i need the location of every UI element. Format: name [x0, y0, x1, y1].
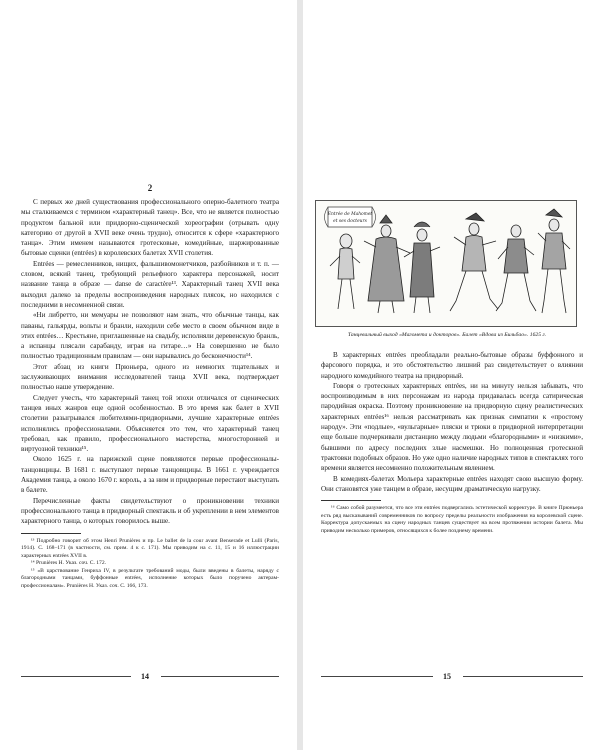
footer-rule — [161, 676, 279, 677]
paragraph: Около 1625 г. на парижской сцене появляются первые профессионалы-танцовщицы. В 1681 г. выступают первые танцовщицы. В 1661 г. учреждается Академия танца, а около 1670 г. король, а за ним и придворные перестают выступать в балете. — [21, 455, 279, 495]
paragraph: Перечисленные факты свидетельствуют о проникновении техники профессионального танца в придворный спектакль и об укреплении в нем элементов характерного танца, о которых говорилось выше. — [21, 496, 279, 526]
page-number: 15 — [443, 672, 451, 681]
dancer-figure — [450, 213, 498, 311]
paragraph: Этот абзац из книги Прюньера, одного из немногих тщательных и заслуживающих внимания исследователей танца XVII века, подтверждает полностью наше утверждение. — [21, 362, 279, 392]
paragraph: Говоря о гротескных характерных entrées, ни на минуту нельзя забывать, что воспроизводимым в них персонажам из народа придавалась всегда сатирическая пародийная окраска. Поэтому проникновение на придворную сцену реалистических характерных entrées¹⁶ нельзя рассматривать как признак симпатии к «простому народу». Эти «подлые», «вульгарные» пляски и трюки в придворной интерпретации еще больше подчеркивали дистанцию между людьми «благородными» и «низкими», бывшими по адресу последних злые насмешки. Но полноценная гротескной трактовки подобных образов. Но уже одно наличие народных типов в спектаклях того времени является несомненно положительным явлением. — [321, 381, 583, 473]
engraving-illustration — [315, 200, 577, 327]
right-footnotes — [321, 505, 583, 535]
dancer-figure — [330, 234, 360, 309]
paragraph: Следует учесть, что характерный танец той эпохи отличался от сценических танцев иных жанров еще одной особенностью. В это время как балет в XVII столетии разыгрывался любителями-придворными, лучшие характерные entrées исполнялись профессионалами. Объясняется это тем, что характерный танец требовал, как правило, профессионального мастерства, многосторонней и виртуозной техники¹⁵. — [21, 393, 279, 454]
dancer-figure — [496, 225, 536, 311]
footer-rule — [463, 676, 583, 677]
right-text-column — [321, 350, 583, 536]
footnote: ¹³ Подробно говорит об этом Henri Prunières и пр. Le ballet de la cour avant Benserade et Lulli (Paris, 1914). С. 168–171 (в частности, см. прим. 4 к с. 171). Мы приводим на с. 11, 15 и 16 иллюстрации характерных entrées XVII в. — [21, 537, 279, 559]
dancer-figure — [404, 222, 440, 313]
paragraph: С первых же дней существования профессионального оперно-балетного театра мы сталкиваемся с термином «характерный танец». Все, что не является полностью продуктом бальной или придворно-сценической хореографии (отрывать одну категорию от другой в XVII веке очень трудно), относится к сфере «характерного танца». Этим именем называются гротесковые, комедийные, шаржированные бытовые сценки (entrées) в королевских балетах XVII столетия. — [21, 198, 279, 258]
footnote-rule — [21, 533, 81, 534]
paragraph: Entrées — ремесленников, нищих, фальшивомонетчиков, разбойников и т. п. — словом, всякий танец, требующий рельефного характера персонажей, носит название танца в образе — danse de caractère¹³. Характерный танец XVII века выходил далеко за пределы воспроизведения народных плясок, но находился с последними в несомненной связи. — [21, 259, 279, 309]
paragraph: В характерных entrées преобладали реально-бытовые образы буффонного и фарсового порядка, и это обстоятельство лишний раз свидетельствует о влиянии народного комедийного театра на придворный. — [321, 351, 583, 380]
footnote: ¹⁶ Само собой разумеется, что все эти entrées подвергались эстетической корректуре. В книге Прюньера есть ряд высказываний современников по вопросу пределы реальности изображения на королевской сцене. Корректура допускаемых на сцену народных танцев существует на всем протяжении истории балета. Мы приводим несколько примеров, относящихся к более позднему времени. — [321, 505, 583, 534]
right-page-footer — [321, 672, 583, 682]
cartouche-text-line1: Entrée de Mahomet — [327, 212, 373, 217]
left-page — [0, 0, 297, 750]
section-number: 2 — [147, 183, 153, 193]
left-body-text — [21, 197, 279, 527]
footer-rule — [21, 676, 131, 677]
paragraph: «Ни либретто, ни мемуары не позволяют нам знать, что обычные танцы, как паваны, гальярды, вольты и бранли, находили себе место в своем обычном виде в этих entrées… Крестьяне, приглашенные на свадьбу, исполняли деревенскую бранль, а испанцы плясали сарабанду, играя на гитаре…» На совершенно не было полностью традиционным правилам — они нарывались до бесконечности¹⁴. — [21, 311, 279, 361]
footnote: ¹⁴ Prunières H. Указ. соч. С. 172. — [31, 560, 107, 567]
illustration-caption: Танцевальный выход «Магомета и докторов». Балет «Вдова из Бильбао». 1625 г. — [347, 332, 547, 338]
paragraph: В комедиях-балетах Мольера характерные entrées находят свою высшую форму. Они становятся уже танцем в образе, несущим драматическую нагрузку. — [321, 474, 583, 493]
dancer-figure — [538, 209, 570, 313]
right-page — [303, 0, 600, 750]
dancers-engraving — [316, 201, 576, 326]
page-number: 14 — [141, 672, 149, 681]
footnote-rule — [321, 500, 381, 501]
right-body-text — [321, 350, 583, 494]
cartouche-text-line2: et ses docteurs — [333, 219, 367, 224]
dancer-figure — [364, 215, 410, 313]
left-footnotes — [21, 538, 279, 591]
left-text-column — [21, 183, 279, 591]
footer-rule — [321, 676, 433, 677]
left-page-footer — [21, 672, 279, 682]
footnote: ¹⁵ «В царствование Генриха IV, в результате требований моды, были введены в балеты, наряду с благородными танцами, буффонные entrées, исполнение которых было поручено актерам-профессионалам». Prunières H. Указ. соч. С. 166, 173. — [21, 567, 279, 590]
